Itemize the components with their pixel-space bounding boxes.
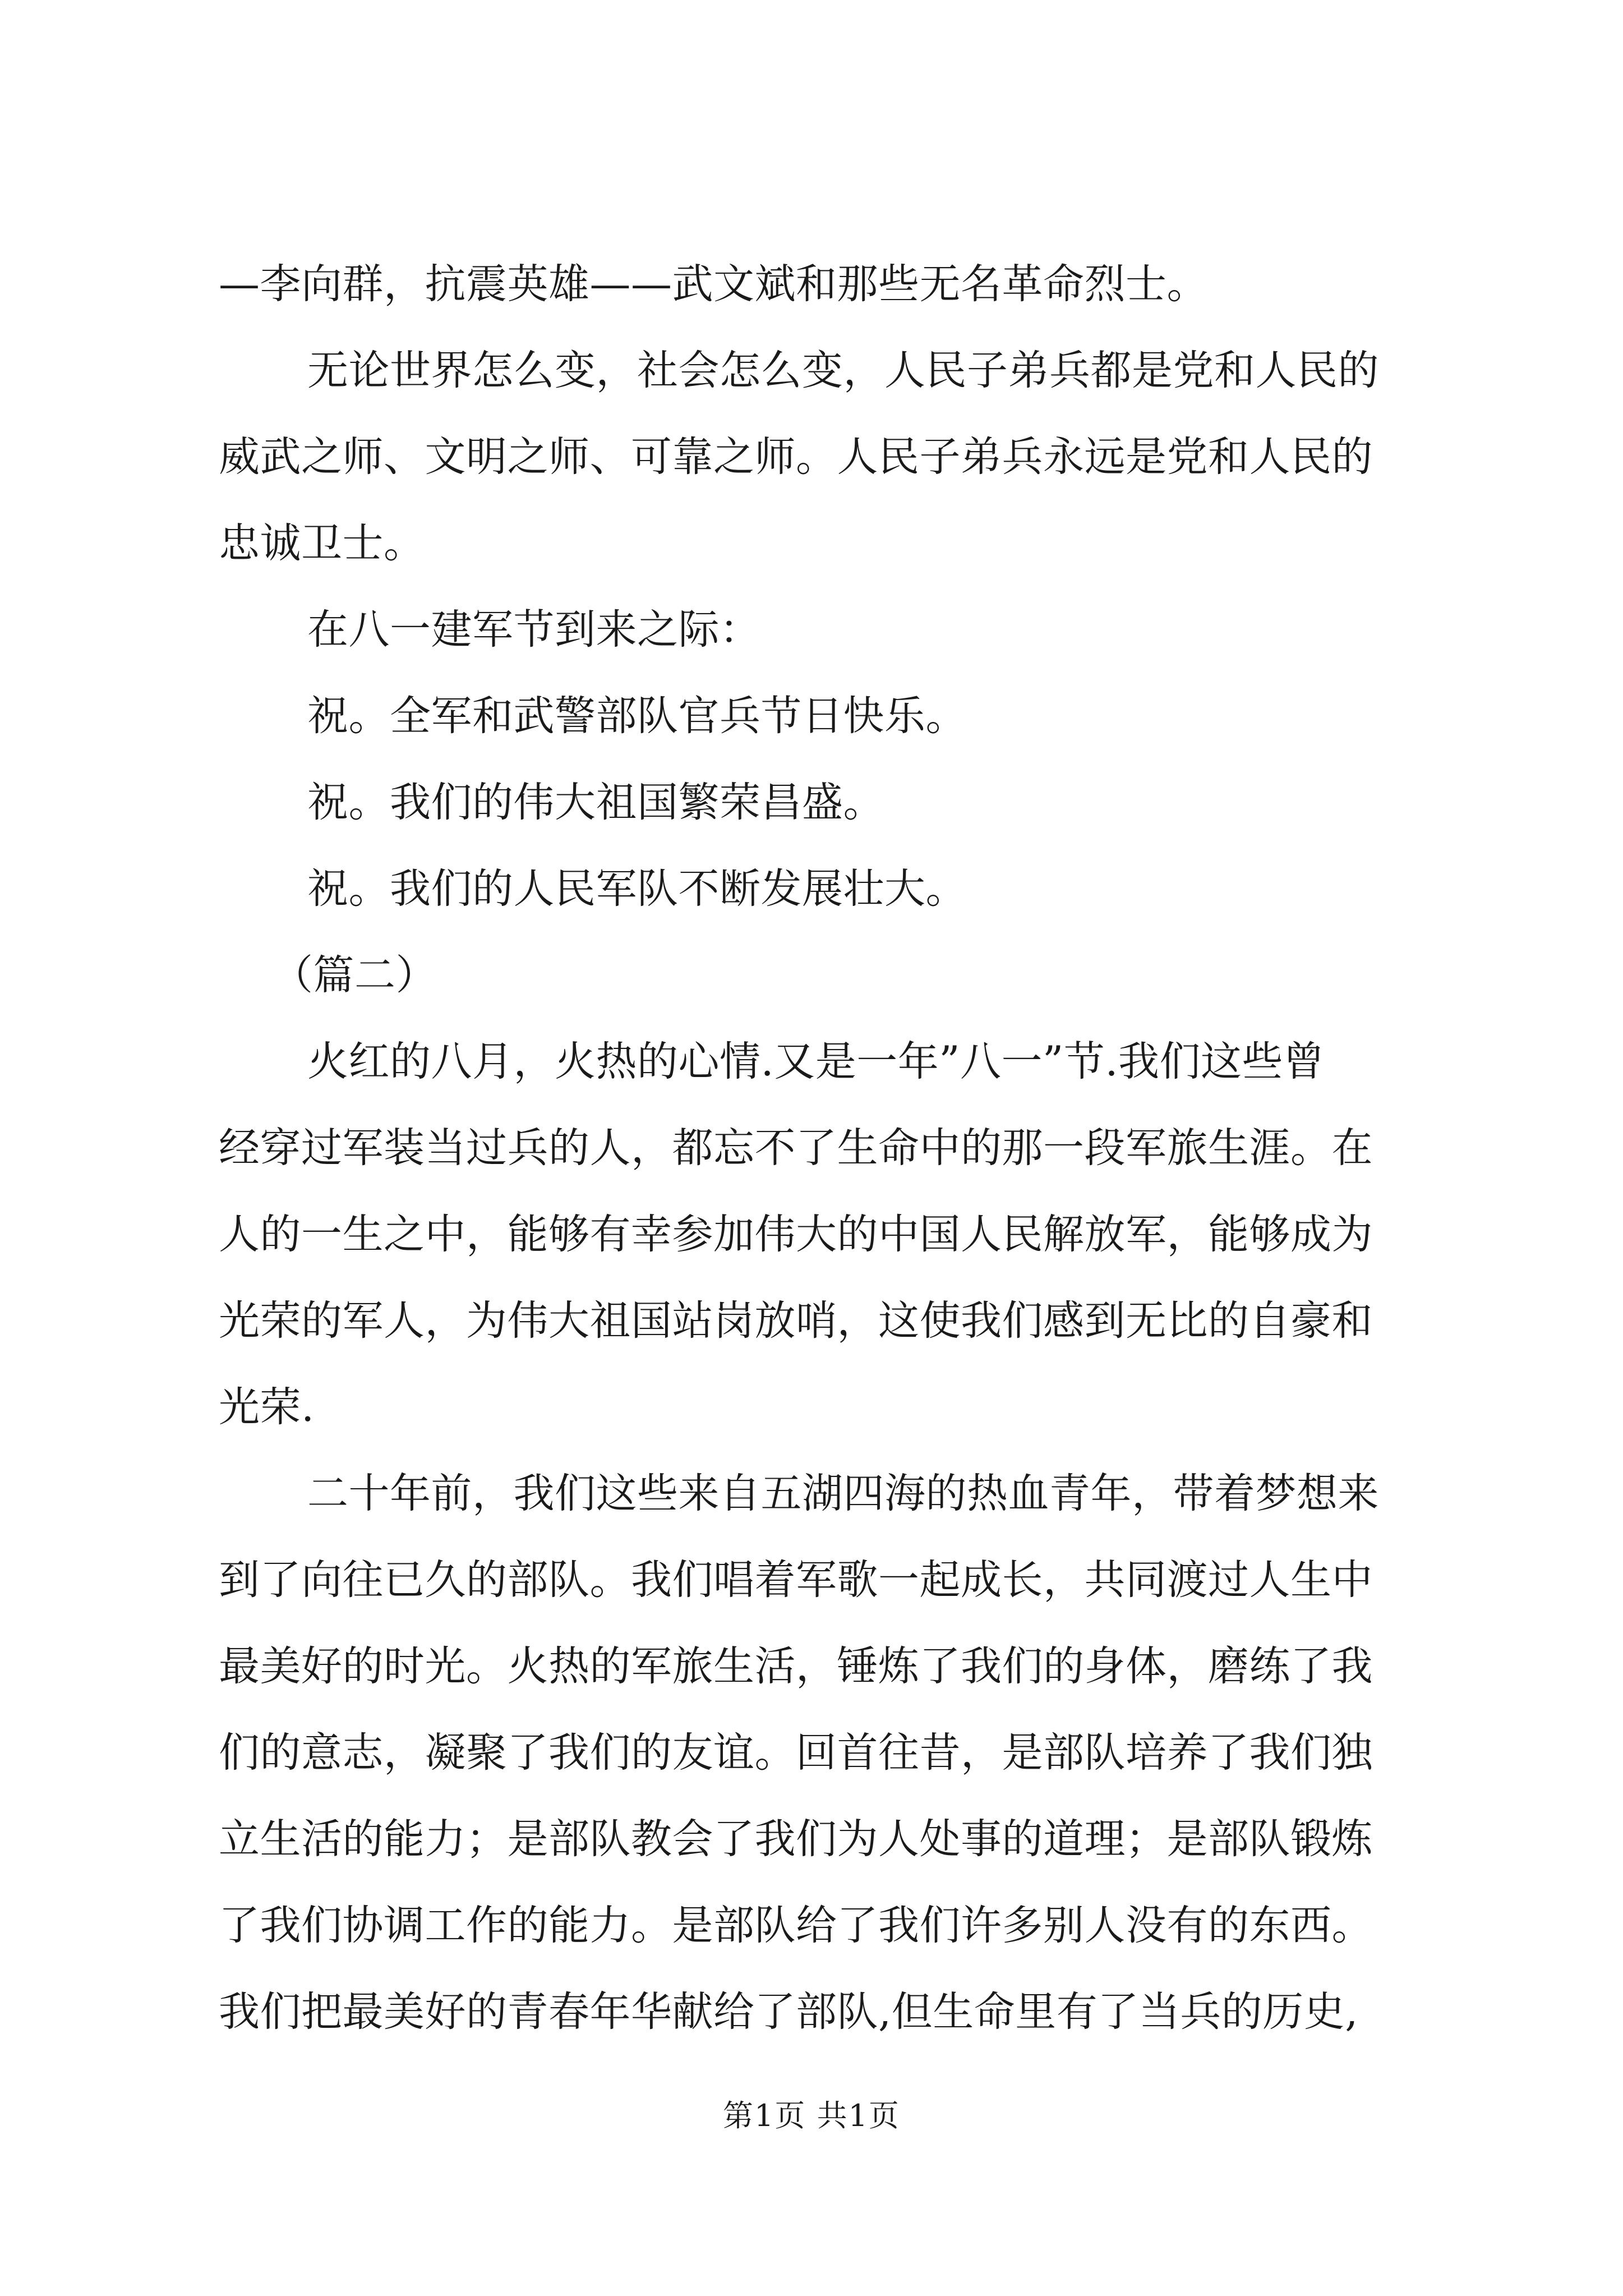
text-line: 最美好的时光。火热的军旅生活，锤炼了我们的身体，磨练了我: [219, 1642, 1373, 1690]
text-line: 祝。我们的伟大祖国繁荣昌盛。: [307, 779, 884, 826]
text-line: 们的意志，凝聚了我们的友谊。回首往昔，是部队培养了我们独: [219, 1729, 1373, 1777]
text-line: 了我们协调工作的能力。是部队给了我们许多别人没有的东西。: [219, 1902, 1373, 1949]
text-line: 祝。我们的人民军队不断发展壮大。: [307, 865, 967, 913]
page-footer: [0, 2098, 1623, 2133]
text-line: —李向群，抗震英雄——武文斌和那些无名革命烈士。: [219, 260, 1208, 308]
text-line: 我们把最美好的青春年华献给了部队,但生命里有了当兵的历史,: [219, 1988, 1358, 2036]
text-line: 无论世界怎么变，社会怎么变，人民子弟兵都是党和人民的: [307, 347, 1379, 394]
text-line: 威武之师、文明之师、可靠之师。人民子弟兵永远是党和人民的: [219, 433, 1373, 481]
text-line: 祝。全军和武警部队官兵节日快乐。: [307, 692, 967, 740]
text-line: 二十年前，我们这些来自五湖四海的热血青年，带着梦想来: [307, 1470, 1379, 1517]
text-line: 火红的八月，火热的心情.又是一年”八一”节.我们这些曾: [307, 1038, 1325, 1085]
text-line: 经穿过军装当过兵的人，都忘不了生命中的那一段军旅生涯。在: [219, 1124, 1373, 1172]
text-line: 人的一生之中，能够有幸参加伟大的中国人民解放军，能够成为: [219, 1211, 1373, 1258]
text-line: 光荣的军人，为伟大祖国站岗放哨，这使我们感到无比的自豪和: [219, 1297, 1373, 1345]
section-heading: （篇二）: [272, 951, 437, 999]
document-body: [219, 260, 1424, 2078]
text-line: 在八一建军节到来之际：: [307, 606, 761, 654]
text-line: 光荣.: [219, 1383, 315, 1431]
text-line: 到了向往已久的部队。我们唱着军歌一起成长，共同渡过人生中: [219, 1556, 1373, 1604]
page-number: 第1页 共1页: [723, 2098, 900, 2133]
text-line: 忠诚卫士。: [219, 519, 425, 567]
text-line: 立生活的能力；是部队教会了我们为人处事的道理；是部队锻炼: [219, 1815, 1373, 1863]
